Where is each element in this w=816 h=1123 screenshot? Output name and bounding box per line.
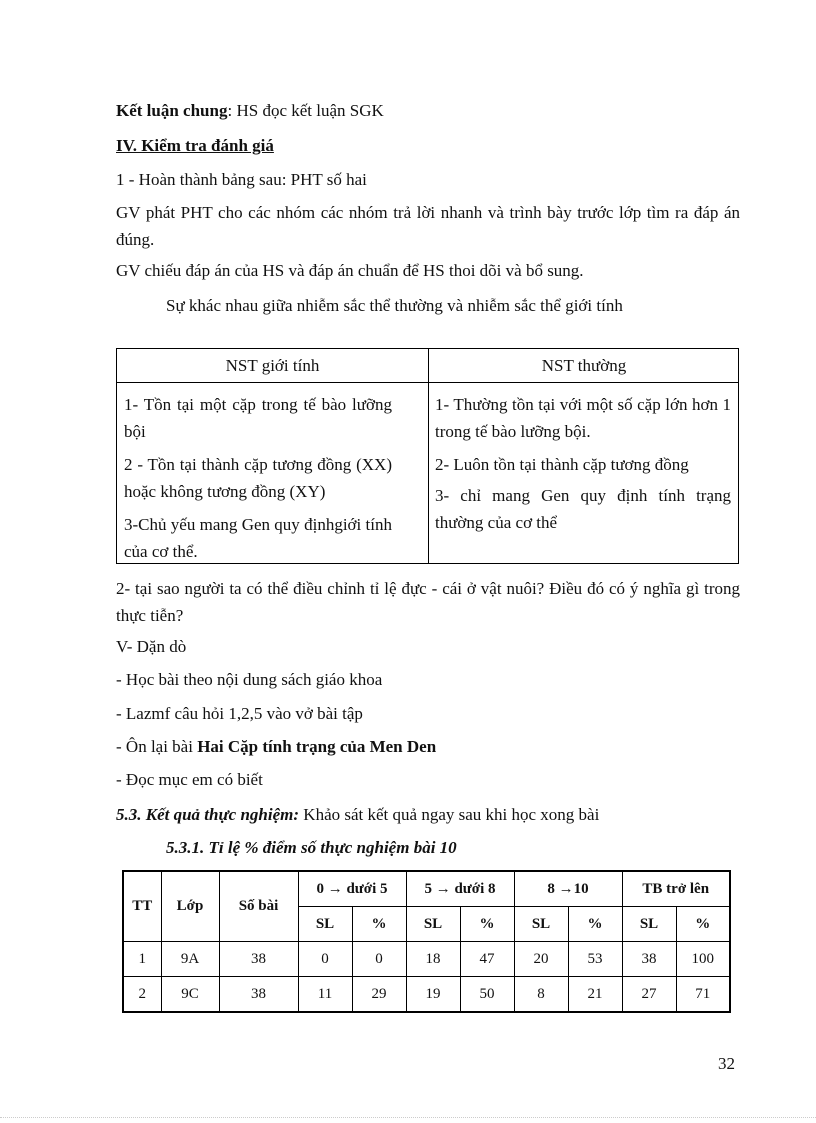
para2: GV chiếu đáp án của HS và đáp án chuẩn để HS thoi dõi và bổ sung. bbox=[116, 261, 584, 280]
col1-item: 1- Tồn tại một cặp trong tế bào lưỡng bội bbox=[124, 395, 392, 441]
table-cell: 8 bbox=[514, 977, 568, 1013]
header-pct: % bbox=[352, 907, 406, 942]
results-subheading: 5.3.1. Tỉ lệ % điểm số thực nghiệm bài 10 bbox=[166, 838, 457, 857]
header-sl: SL bbox=[298, 907, 352, 942]
table-row bbox=[123, 942, 730, 977]
header-tt: TT bbox=[123, 871, 161, 942]
section5-heading: V- Dặn dò bbox=[116, 637, 187, 656]
header-sl: SL bbox=[514, 907, 568, 942]
conclusion-line bbox=[116, 101, 384, 121]
table-cell: 100 bbox=[676, 942, 730, 977]
header-group: 0 → dưới 5 bbox=[298, 871, 406, 907]
header-group: 8 →10 bbox=[514, 871, 622, 907]
col1-item: 3-Chủ yếu mang Gen quy địnhgiới tính của cơ thể. bbox=[124, 515, 392, 561]
col2-header: NST thường bbox=[541, 356, 627, 375]
results-heading-text: Khảo sát kết quả ngay sau khi học xong bài bbox=[299, 805, 600, 824]
table-cell: 21 bbox=[568, 977, 622, 1013]
table-cell: 71 bbox=[676, 977, 730, 1013]
table-header-row bbox=[123, 871, 730, 907]
conclusion-text: : HS đọc kết luận SGK bbox=[227, 101, 384, 120]
header-pct: % bbox=[676, 907, 730, 942]
table-row bbox=[123, 977, 730, 1013]
table-cell: 18 bbox=[406, 942, 460, 977]
table-cell: 0 bbox=[352, 942, 406, 977]
table-cell: 47 bbox=[460, 942, 514, 977]
comparison-table bbox=[116, 348, 739, 564]
header-group: 5 → dưới 8 bbox=[406, 871, 514, 907]
table-cell: 19 bbox=[406, 977, 460, 1013]
results-heading-label: 5.3. Kết quả thực nghiệm: bbox=[116, 805, 300, 824]
table-cell: 20 bbox=[514, 942, 568, 977]
page-bottom-divider bbox=[0, 1117, 816, 1118]
col1-header: NST giới tính bbox=[225, 356, 320, 375]
col1-cell bbox=[124, 391, 392, 571]
task1: 1 - Hoàn thành bảng sau: PHT số hai bbox=[116, 170, 367, 189]
question2: 2- tại sao người ta có thể điều chỉnh tỉ lệ đực - cái ở vật nuôi? Điều đó có ý nghĩa gì trong thực tiễn? bbox=[116, 579, 740, 625]
table-cell: 11 bbox=[298, 977, 352, 1013]
header-sl: SL bbox=[622, 907, 676, 942]
reminder-item bbox=[116, 737, 436, 757]
header-group: TB trở lên bbox=[622, 871, 730, 907]
reminder-item: - Lazmf câu hỏi 1,2,5 vào vở bài tập bbox=[116, 704, 363, 723]
table-cell: 9A bbox=[161, 942, 219, 977]
conclusion-label: Kết luận chung bbox=[116, 101, 228, 120]
col2-item: 2- Luôn tồn tại thành cặp tương đồng bbox=[435, 455, 689, 474]
section4-heading: IV. Kiểm tra đánh giá bbox=[116, 136, 274, 155]
table-cell: 1 bbox=[123, 942, 161, 977]
table-cell: 38 bbox=[219, 977, 298, 1013]
results-table bbox=[122, 870, 731, 1013]
col1-item: 2 - Tồn tại thành cặp tương đồng (XX) hoặc không tương đồng (XY) bbox=[124, 455, 392, 501]
header-count: Số bài bbox=[219, 871, 298, 942]
reminder-item: - Học bài theo nội dung sách giáo khoa bbox=[116, 670, 383, 689]
table-cell: 38 bbox=[622, 942, 676, 977]
table-cell: 9C bbox=[161, 977, 219, 1013]
reminder-item: - Đọc mục em có biết bbox=[116, 770, 263, 789]
reminder-prefix: - Ôn lại bài bbox=[116, 737, 198, 756]
results-heading bbox=[116, 805, 599, 825]
para1: GV phát PHT cho các nhóm các nhóm trả lời nhanh và trình bày trước lớp tìm ra đáp án đúng. bbox=[116, 203, 740, 249]
table-cell: 29 bbox=[352, 977, 406, 1013]
col2-item: 1- Thường tồn tại với một số cặp lớn hơn 1 trong tế bào lưỡng bội. bbox=[435, 395, 731, 441]
table-title: Sự khác nhau giữa nhiễm sắc thể thường và nhiễm sắc thể giới tính bbox=[166, 296, 623, 315]
col2-cell bbox=[435, 391, 731, 542]
table-cell: 53 bbox=[568, 942, 622, 977]
col2-item: 3- chỉ mang Gen quy định tính trạng thường của cơ thể bbox=[435, 486, 731, 532]
header-class: Lớp bbox=[161, 871, 219, 942]
lesson-name: Hai Cặp tính trạng của Men Den bbox=[197, 737, 437, 756]
header-pct: % bbox=[568, 907, 622, 942]
table-cell: 27 bbox=[622, 977, 676, 1013]
header-pct: % bbox=[460, 907, 514, 942]
page-number: 32 bbox=[718, 1054, 735, 1073]
header-sl: SL bbox=[406, 907, 460, 942]
table-cell: 38 bbox=[219, 942, 298, 977]
table-cell: 0 bbox=[298, 942, 352, 977]
table-cell: 50 bbox=[460, 977, 514, 1013]
table-cell: 2 bbox=[123, 977, 161, 1013]
